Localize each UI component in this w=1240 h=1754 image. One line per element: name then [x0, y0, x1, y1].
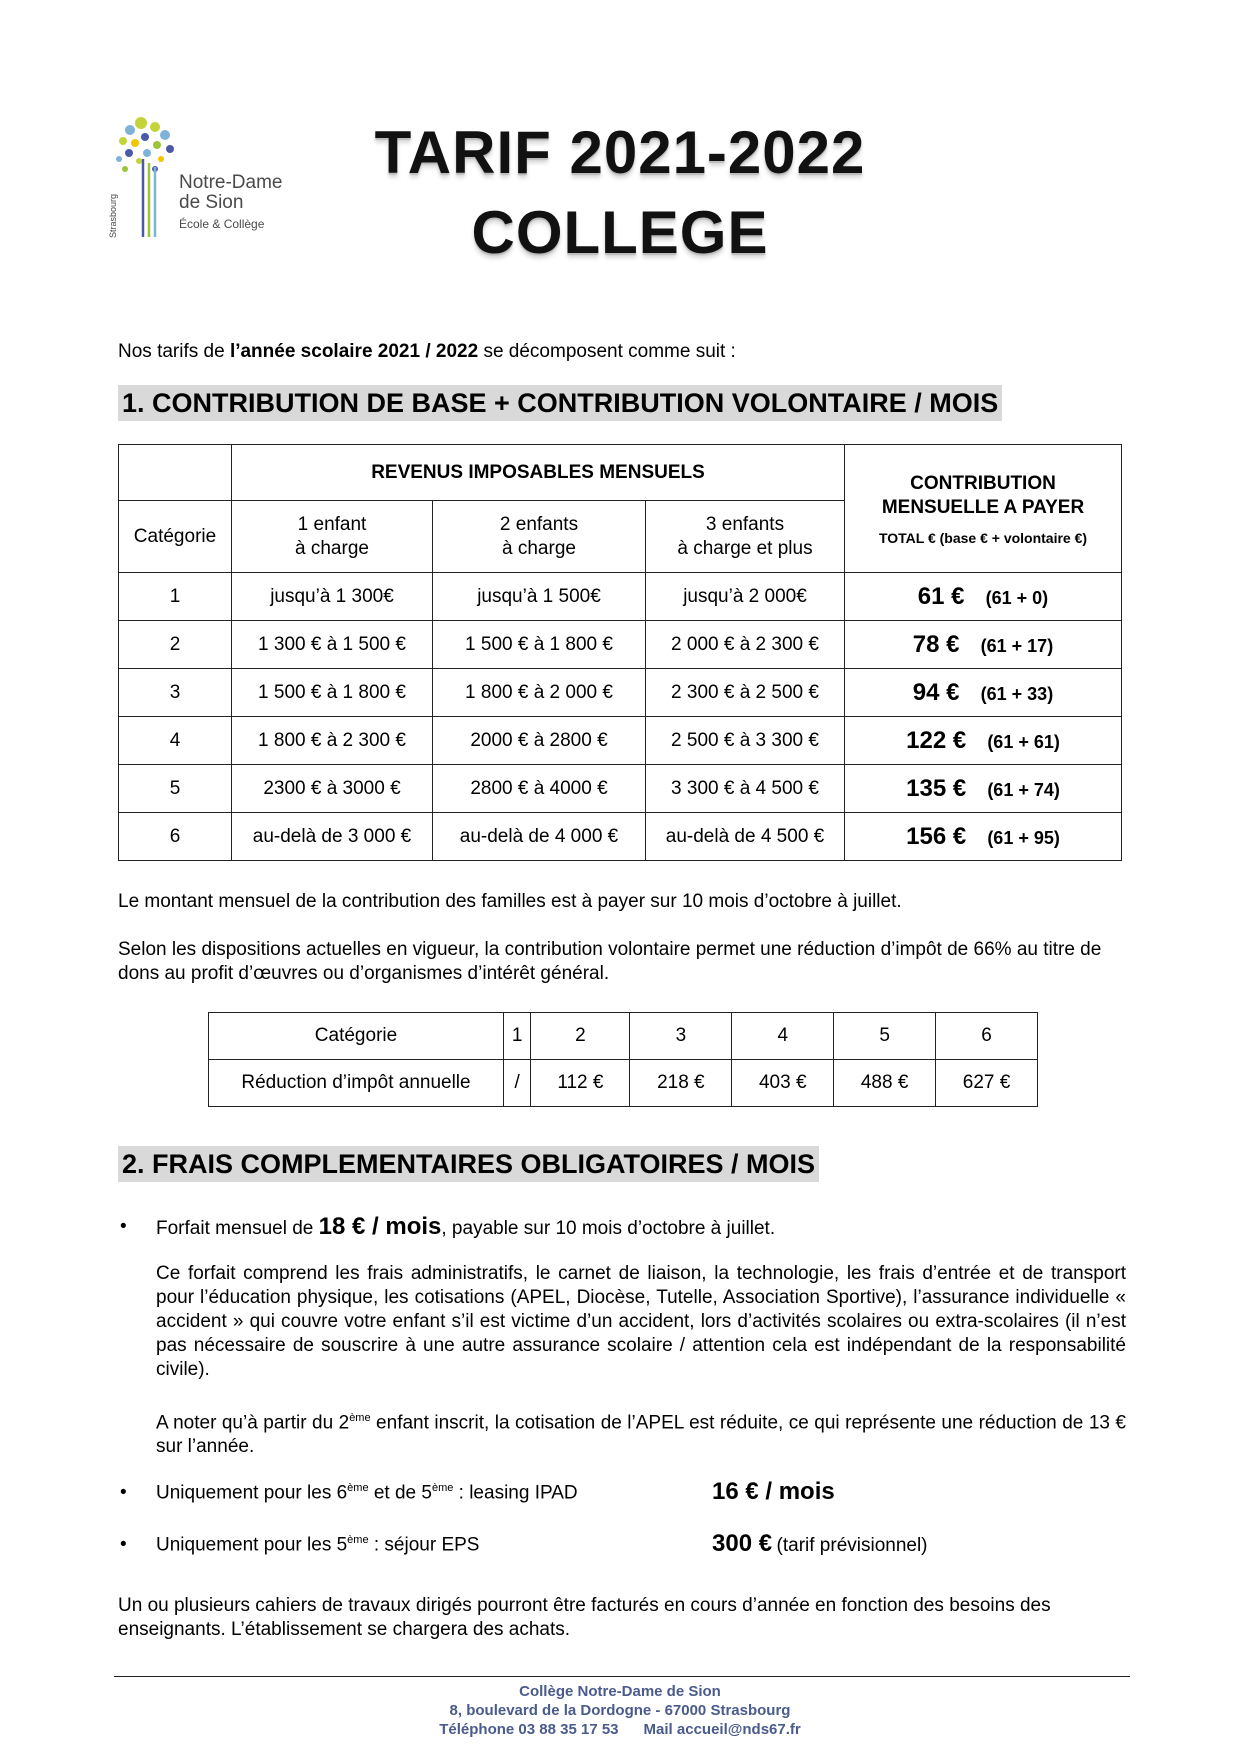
- table-row: [119, 669, 1122, 717]
- table-row: [119, 717, 1122, 765]
- apel-pre: A noter qu’à partir du 2: [156, 1412, 350, 1434]
- bullet2-pre: Uniquement pour les 6: [156, 1482, 348, 1504]
- logo-line1: Notre-Dame: [179, 172, 283, 193]
- row-category: 5: [119, 765, 232, 813]
- row-col2: jusqu’à 1 500€: [433, 573, 646, 621]
- row-detail: (61 + 74): [987, 779, 1060, 800]
- section2-heading: 2. FRAIS COMPLEMENTAIRES OBLIGATOIRES / MOIS: [118, 1146, 819, 1182]
- logo-vertical: Strasbourg: [108, 193, 119, 239]
- row-category: 4: [119, 717, 232, 765]
- reduction-cell: /: [504, 1060, 531, 1107]
- row-col2: 1 800 € à 2 000 €: [433, 669, 646, 717]
- bullet-dot: •: [120, 1216, 127, 1237]
- reduction-cell: 112 €: [531, 1060, 630, 1107]
- bullet1-text: [156, 1212, 1126, 1244]
- title-line1: TARIF 2021-2022: [374, 119, 866, 186]
- bullet1-price: 18 € / mois: [318, 1213, 442, 1240]
- row-label: Catégorie: [209, 1013, 504, 1060]
- bullet-dot: •: [120, 1534, 127, 1555]
- bullet1-description: Ce forfait comprend les frais administratifs, le carnet de liaison, la technologie, les frais d’entrée et de transport pour l’éducation physique, les cotisations (APEL, Diocèse, Tutelle, Association Sportive), l’assurance individuelle « accident » qui couvre votre enfant s’il est victime d’un accident, lors d’activités scolaires ou extra-scolaires (il n’est pas nécessaire de souscrire à une autre assurance scolaire / attention cela est indépendant de la responsabilité civile).: [156, 1263, 1126, 1380]
- bullet3-price: 300 €: [712, 1530, 773, 1557]
- tax-reduction-table: [208, 1012, 1038, 1107]
- contribution-table: [118, 444, 1122, 861]
- intro-post: se décomposent comme suit :: [478, 341, 736, 362]
- bullet2-sup2: ème: [431, 1482, 454, 1494]
- bullet3-pre: Uniquement pour les 5: [156, 1534, 348, 1556]
- section1-heading: 1. CONTRIBUTION DE BASE + CONTRIBUTION VOLONTAIRE / MOIS: [118, 385, 1002, 421]
- reduction-cell: 488 €: [834, 1060, 936, 1107]
- category-cell: 3: [630, 1013, 732, 1060]
- row-col2: au-delà de 4 000 €: [433, 813, 646, 861]
- row-col3: 2 000 € à 2 300 €: [646, 621, 845, 669]
- header-categorie: Catégorie: [119, 501, 232, 573]
- workbooks-note: Un ou plusieurs cahiers de travaux dirigés pourront être facturés en cours d’année en fonction des besoins des enseignants. L’établissement se chargera des achats.: [118, 1595, 1051, 1640]
- bullet2-mid: et de 5: [368, 1482, 432, 1504]
- bullet3-text: [156, 1534, 479, 1556]
- row-amount: 156 €: [906, 822, 967, 850]
- header-contrib: CONTRIBUTION MENSUELLE A PAYER: [881, 472, 1085, 518]
- title-line2: COLLEGE: [471, 199, 769, 266]
- table-row: [119, 621, 1122, 669]
- row-category: 3: [119, 669, 232, 717]
- row-col3: au-delà de 4 500 €: [646, 813, 845, 861]
- row-col3: 2 500 € à 3 300 €: [646, 717, 845, 765]
- row-col3: 3 300 € à 4 500 €: [646, 765, 845, 813]
- payment-note: Le montant mensuel de la contribution des familles est à payer sur 10 mois d’octobre à juillet.: [118, 891, 902, 912]
- row-col2: 2800 € à 4000 €: [433, 765, 646, 813]
- footer: [110, 1682, 1130, 1739]
- row-col3: jusqu’à 2 000€: [646, 573, 845, 621]
- reduction-cell: 218 €: [630, 1060, 732, 1107]
- bullet3-post: : séjour EPS: [368, 1534, 480, 1556]
- category-cell: 1: [504, 1013, 531, 1060]
- intro-text: [118, 340, 736, 364]
- header-contrib-cell: [845, 445, 1122, 573]
- row-detail: (61 + 0): [985, 587, 1049, 608]
- category-cell: 5: [834, 1013, 936, 1060]
- header-col2: 2 enfants à charge: [433, 501, 646, 573]
- bullet3-note: (tarif prévisionnel): [776, 1535, 928, 1556]
- tax-note: Selon les dispositions actuelles en vigueur, la contribution volontaire permet une réduction d’impôt de 66% au titre de dons au profit d’œuvres ou d’organismes d’intérêt général.: [118, 939, 1102, 984]
- row-amount: 122 €: [906, 726, 967, 754]
- row-col1: 1 800 € à 2 300 €: [232, 717, 433, 765]
- logo-line2: de Sion: [179, 192, 244, 213]
- category-cell: 4: [732, 1013, 834, 1060]
- bullet2-sup1: ème: [347, 1482, 369, 1494]
- row-contribution: [845, 765, 1122, 813]
- row-category: 2: [119, 621, 232, 669]
- row-contribution: [845, 621, 1122, 669]
- row-col2: 1 500 € à 1 800 €: [433, 621, 646, 669]
- header-col3: 3 enfants à charge et plus: [646, 501, 845, 573]
- footer-school: Collège Notre-Dame de Sion: [519, 1683, 721, 1700]
- bullet2-price: 16 € / mois: [712, 1478, 835, 1505]
- row-col1: au-delà de 3 000 €: [232, 813, 433, 861]
- tree-icon: [115, 115, 175, 240]
- school-logo: [108, 115, 315, 240]
- row-contribution: [845, 813, 1122, 861]
- category-cell: 2: [531, 1013, 630, 1060]
- footer-phone: Téléphone 03 88 35 17 53: [439, 1721, 619, 1738]
- apel-sup: ème: [349, 1412, 371, 1424]
- reduction-cell: 403 €: [732, 1060, 834, 1107]
- row-category: 1: [119, 573, 232, 621]
- logo-line3: École & Collège: [179, 217, 265, 231]
- row-detail: (61 + 95): [987, 827, 1060, 848]
- bullet1-apel-note: [156, 1406, 1126, 1459]
- bullet3-price-group: [712, 1530, 928, 1558]
- table-row: [119, 765, 1122, 813]
- row-contribution: [845, 717, 1122, 765]
- row-amount: 78 €: [912, 630, 960, 658]
- row-detail: (61 + 61): [987, 731, 1060, 752]
- header-total: TOTAL € (base € + volontaire €): [878, 529, 1088, 546]
- bullet1-post: , payable sur 10 mois d’octobre à juillet.: [441, 1218, 776, 1239]
- footer-mail[interactable]: Mail accueil@nds67.fr: [643, 1721, 801, 1738]
- row-col1: 1 500 € à 1 800 €: [232, 669, 433, 717]
- row-col1: jusqu’à 1 300€: [232, 573, 433, 621]
- bullet2-post: : leasing IPAD: [453, 1482, 578, 1504]
- reduction-cell: 627 €: [936, 1060, 1038, 1107]
- table-row: [119, 813, 1122, 861]
- row-category: 6: [119, 813, 232, 861]
- footer-contact: [110, 1720, 1130, 1739]
- table-row: [119, 573, 1122, 621]
- row-amount: 61 €: [917, 582, 965, 610]
- footer-divider: [114, 1676, 1130, 1677]
- header-col1: 1 enfant à charge: [232, 501, 433, 573]
- bullet3-sup: ème: [347, 1534, 369, 1546]
- row-col1: 1 300 € à 1 500 €: [232, 621, 433, 669]
- row-amount: 135 €: [906, 774, 967, 802]
- bullet2-text: [156, 1482, 578, 1504]
- row-detail: (61 + 17): [980, 635, 1054, 656]
- footer-address: 8, boulevard de la Dordogne - 67000 Strasbourg: [449, 1702, 791, 1719]
- row-label: Réduction d’impôt annuelle: [209, 1060, 504, 1107]
- row-contribution: [845, 669, 1122, 717]
- row-contribution: [845, 573, 1122, 621]
- row-col3: 2 300 € à 2 500 €: [646, 669, 845, 717]
- bullet-dot: •: [120, 1482, 127, 1503]
- category-cell: 6: [936, 1013, 1038, 1060]
- row-amount: 94 €: [912, 678, 960, 706]
- row-col2: 2000 € à 2800 €: [433, 717, 646, 765]
- header-revenus: REVENUS IMPOSABLES MENSUELS: [232, 445, 845, 501]
- intro-bold: l’année scolaire 2021 / 2022: [229, 341, 479, 362]
- row-detail: (61 + 33): [980, 683, 1054, 704]
- row-col1: 2300 € à 3000 €: [232, 765, 433, 813]
- empty-corner: [119, 445, 232, 501]
- apel-post: enfant inscrit, la cotisation de l’APEL est réduite, ce qui représente une réduction de 13 € sur l’année.: [156, 1412, 1126, 1458]
- bullet1-pre: Forfait mensuel de: [156, 1218, 319, 1239]
- intro-pre: Nos tarifs de: [118, 341, 230, 362]
